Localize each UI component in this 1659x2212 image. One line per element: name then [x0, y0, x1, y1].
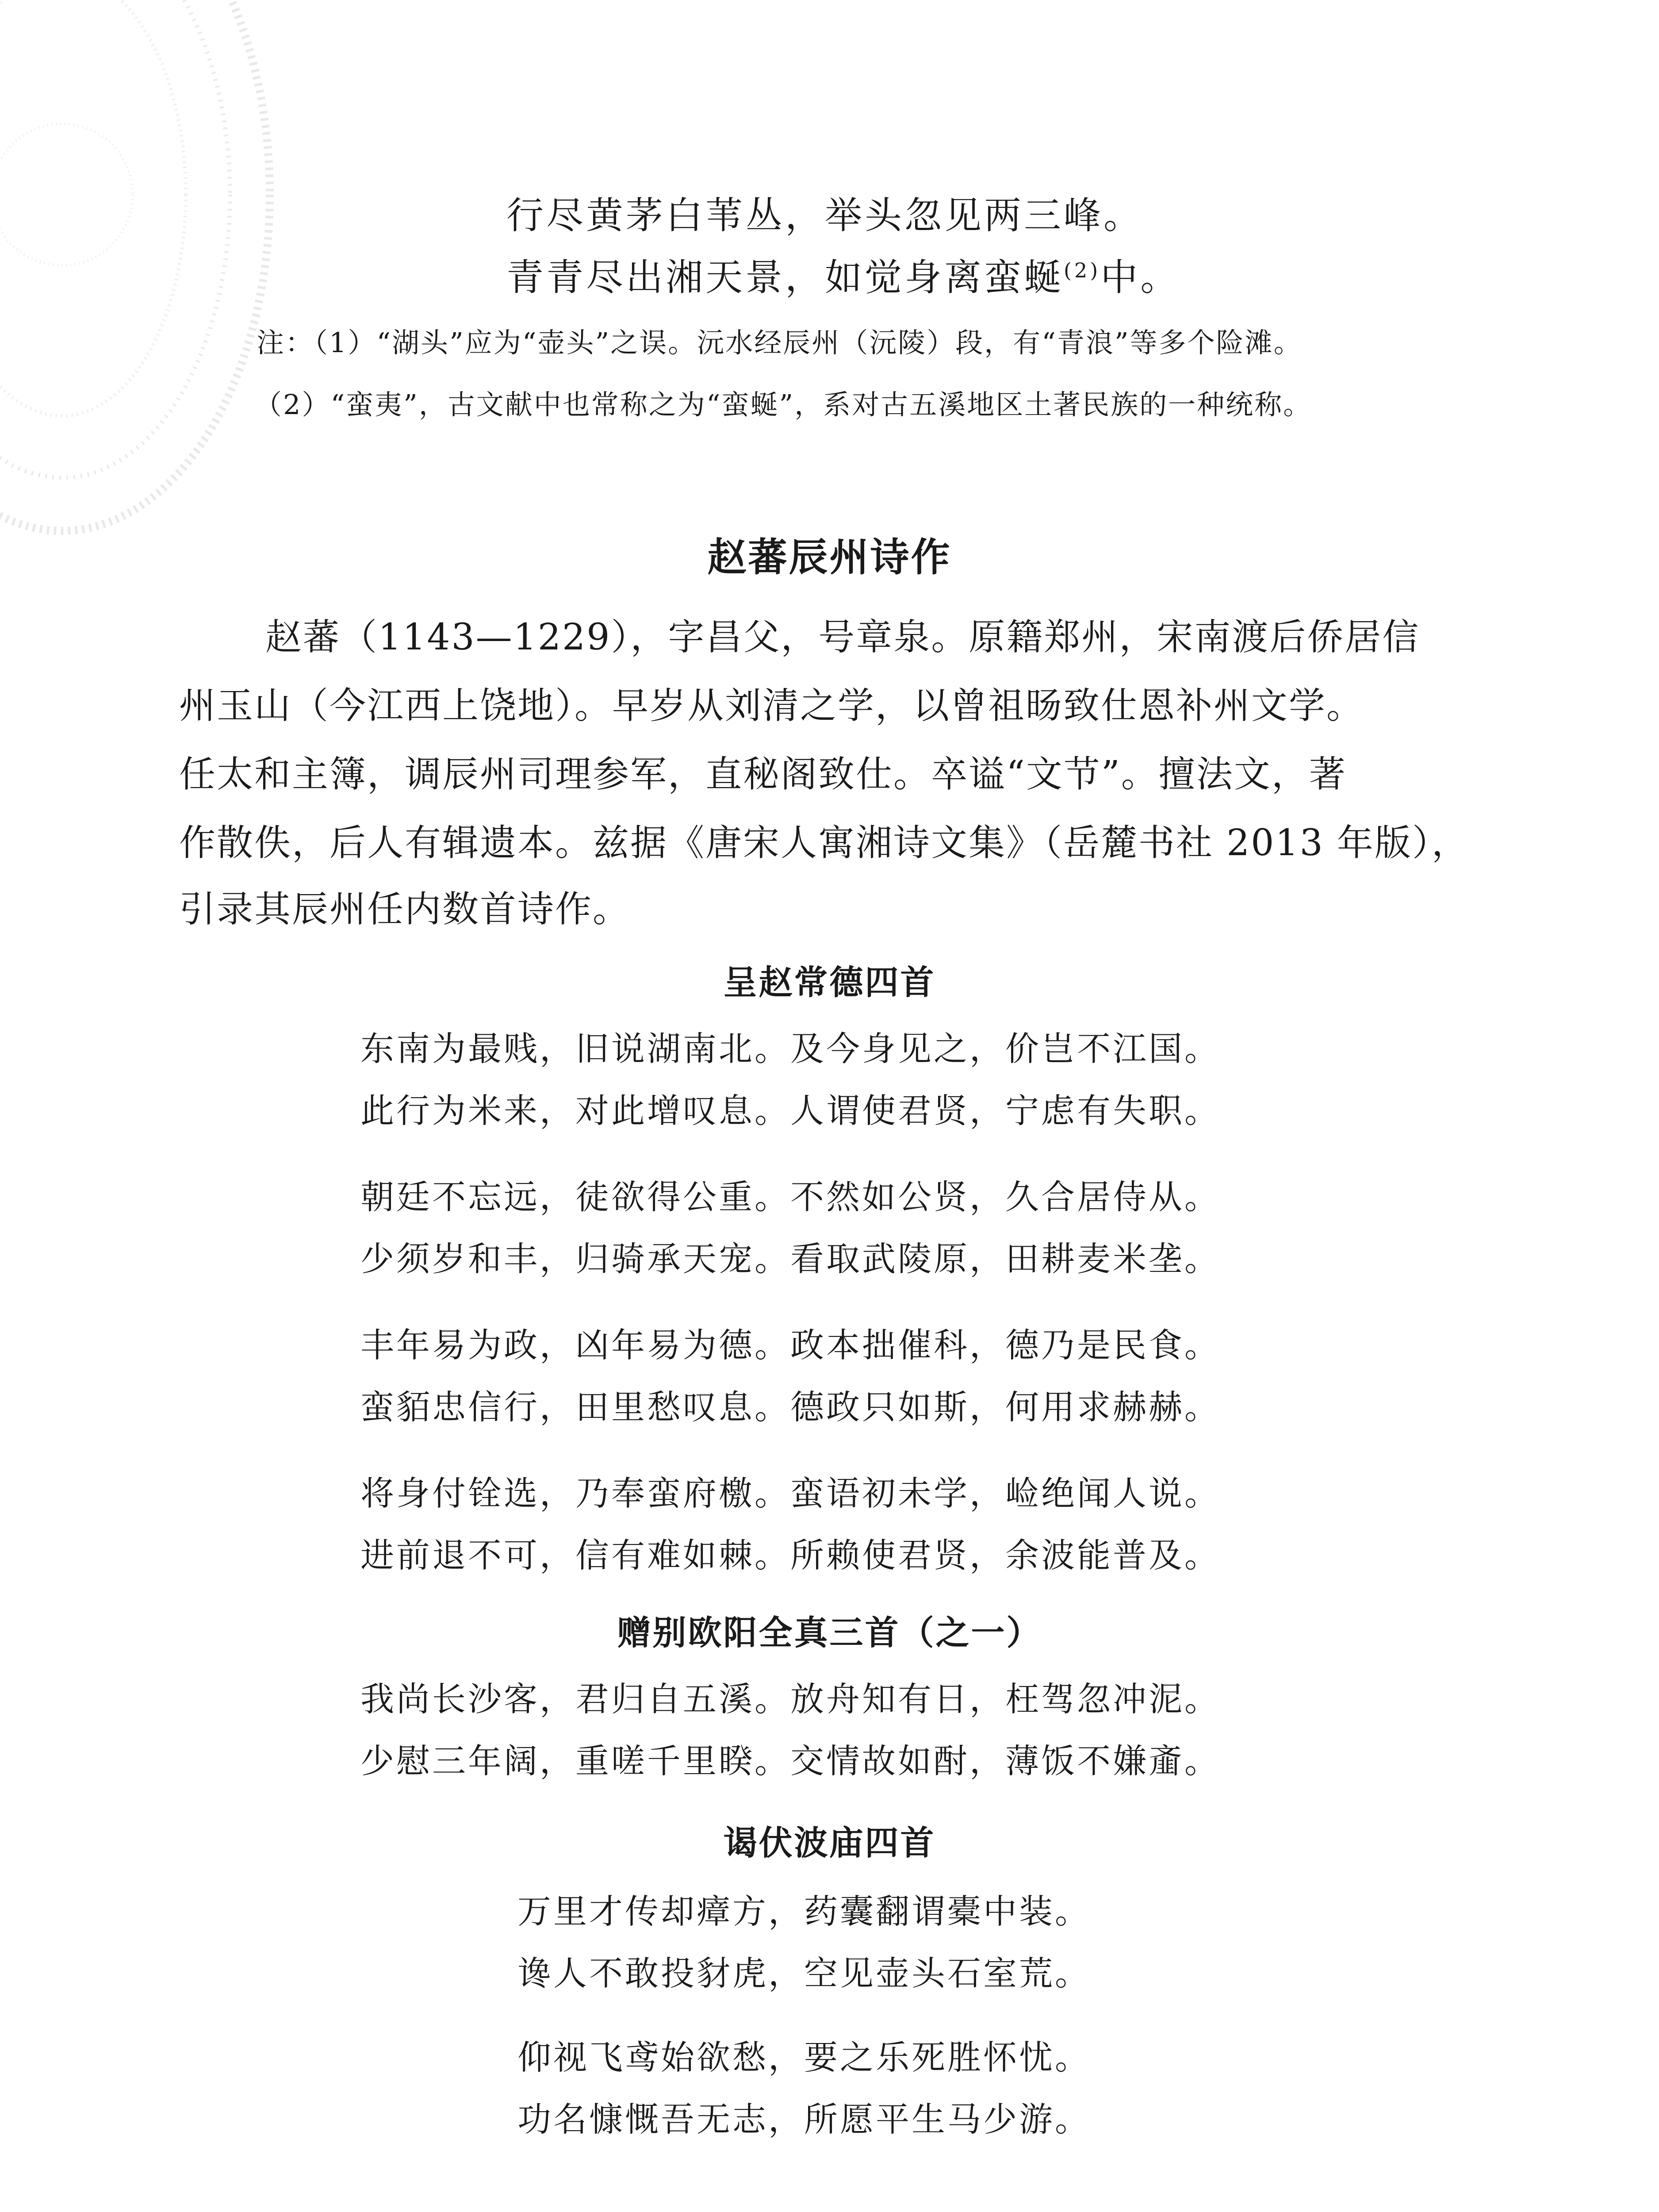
note-1: 注：（1）“湖头”应为“壶头”之误。沅水经辰州（沅陵）段，有“青浪”等多个险滩。 [257, 326, 1303, 359]
paragraph-line: 引录其辰州任内数首诗作。 [179, 888, 631, 930]
verse-line: 将身付铨选，乃奉蛮府檄。蛮语初未学，崄绝闻人说。 [360, 1474, 1220, 1513]
poem-opening-line-2-text: 青青尽出湘天景，如觉身离蛮蜒 [506, 256, 1064, 299]
poem-title: 呈赵常德四首 [723, 963, 936, 1002]
poem-title: 赠别欧阳全真三首（之一） [617, 1613, 1042, 1652]
paragraph-line: 任太和主簿，调辰州司理参军，直秘阁致仕。卒谥“文节”。擅法文，著 [179, 753, 1347, 795]
decorative-ornament [0, 0, 283, 549]
section-title: 赵蕃辰州诗作 [707, 534, 952, 580]
paragraph-line: 州玉山（今江西上饶地）。早岁从刘清之学，以曾祖旸致仕恩补州文学。 [179, 685, 1364, 727]
verse-line: 万里才传却瘴方，药囊翻谓橐中装。 [517, 1892, 1091, 1931]
verse-line: 进前退不可，信有难如棘。所赖使君贤，余波能普及。 [360, 1536, 1220, 1575]
poem-opening-line-2-end: 中。 [1100, 256, 1180, 299]
verse-line: 少须岁和丰，归骑承天宠。看取武陵原，田耕麦米垄。 [360, 1239, 1220, 1279]
verse-line: 此行为米来，对此增叹息。人谓使君贤，宁虑有失职。 [360, 1091, 1220, 1130]
poem-opening-line-2 [506, 248, 1180, 301]
verse-line: 东南为最贱，旧说湖南北。及今身见之，价岂不江国。 [360, 1029, 1220, 1068]
poem-opening-line-1: 行尽黄茅白苇丛，举头忽见两三峰。 [506, 194, 1144, 237]
verse-line: 朝廷不忘远，徒欲得公重。不然如公贤，久合居侍从。 [360, 1177, 1220, 1217]
note-2: （2）“蛮夷”，古文献中也常称之为“蛮蜒”，系对古五溪地区土著民族的一种统称。 [254, 388, 1312, 421]
verse-line: 丰年易为政，凶年易为德。政本拙催科，德乃是民食。 [360, 1325, 1220, 1365]
paragraph-line: 赵蕃（1143—1229），字昌父，号章泉。原籍郑州，宋南渡后侨居信 [265, 616, 1420, 658]
verse-line: 仰视飞鸢始欲愁，要之乐死胜怀忧。 [517, 2038, 1091, 2077]
verse-line: 少慰三年阔，重嗟千里睽。交情故如酎，薄饭不嫌齑。 [360, 1741, 1220, 1781]
verse-line: 功名慷慨吾无志，所愿平生马少游。 [517, 2100, 1091, 2139]
verse-line: 蛮貊忠信行，田里愁叹息。德政只如斯，何用求赫赫。 [360, 1387, 1220, 1427]
verse-line: 谗人不敢投豺虎，空见壶头石室荒。 [517, 1954, 1091, 1993]
paragraph-line: 作散佚，后人有辑遗本。兹据《唐宋人寓湘诗文集》（岳麓书社 2013 年版）， [179, 822, 1469, 864]
verse-line: 我尚长沙客，君归自五溪。放舟知有日，枉驾忽冲泥。 [360, 1679, 1220, 1719]
footnote-marker: (2) [1064, 258, 1101, 282]
poem-title: 谒伏波庙四首 [723, 1823, 936, 1863]
